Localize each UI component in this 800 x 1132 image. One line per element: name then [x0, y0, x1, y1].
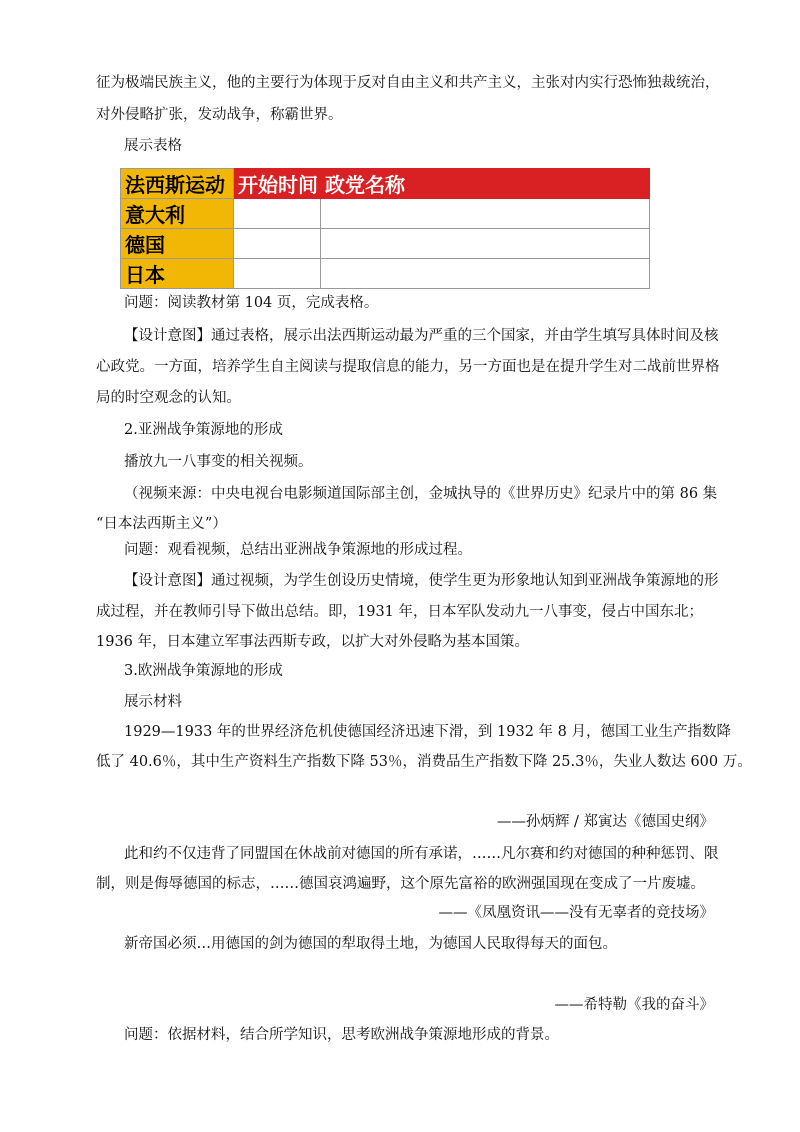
- party-name-cell[interactable]: [321, 259, 650, 289]
- material-line: 1929—1933 年的世界经济危机使德国经济迅速下滑，到 1932 年 8 月，德国工业生产指数降: [124, 724, 731, 740]
- design-intent-line: 【设计意图】通过视频，为学生创设历史情境，使学生更为形象地认知到亚洲战争策源地的形: [124, 573, 719, 589]
- question: 问题：阅读教材第 104 页，完成表格。: [124, 295, 379, 311]
- question: 问题：依据材料，结合所学知识，思考欧洲战争策源地形成的背景。: [124, 1027, 559, 1043]
- fascism-table: [120, 168, 650, 289]
- video-source-line: “日本法西斯主义”）: [96, 516, 227, 532]
- design-intent-line: 局的时空观念的认知。: [96, 390, 241, 406]
- table-header-cell: 开始时间: [234, 169, 321, 199]
- section-heading: 2.亚洲战争策源地的形成: [124, 422, 283, 438]
- section-label: 展示表格: [124, 138, 182, 154]
- design-intent-line: 【设计意图】通过表格，展示出法西斯运动最为严重的三个国家，并由学生填写具体时间及核: [124, 328, 719, 344]
- citation: ——《凤凰资讯——没有无辜者的竞技场》: [438, 905, 714, 921]
- table-row: [121, 229, 650, 259]
- table-row: [121, 259, 650, 289]
- start-time-cell[interactable]: [234, 199, 321, 229]
- material-line: 低了 40.6％，其中生产资料生产指数下降 53％，消费品生产指数下降 25.3％，失业人数达 600 万。: [96, 754, 752, 770]
- party-name-cell[interactable]: [321, 229, 650, 259]
- section-heading: 3.欧洲战争策源地的形成: [124, 663, 283, 679]
- paragraph-line: 征为极端民族主义，他的主要行为体现于反对自由主义和共产主义，主张对内实行恐怖独裁统治，: [96, 75, 720, 91]
- video-source-line: （视频来源：中央电视台电影频道国际部主创，金城执导的《世界历史》纪录片中的第 86 集: [124, 486, 718, 502]
- section-label: 展示材料: [124, 694, 182, 710]
- material-line: 制，则是侮辱德国的标志，……德国哀鸿遍野，这个原先富裕的欧洲强国现在变成了一片废墟。: [96, 876, 705, 892]
- start-time-cell[interactable]: [234, 229, 321, 259]
- party-name-cell[interactable]: [321, 199, 650, 229]
- table-row: [121, 199, 650, 229]
- country-cell: 日本: [121, 259, 234, 289]
- material-line: 新帝国必须…用德国的剑为德国的犁取得土地，为德国人民取得每天的面包。: [124, 936, 617, 952]
- design-intent-line: 成过程，并在教师引导下做出总结。即，1931 年，日本军队发动九一八事变，侵占中国东北；: [96, 604, 704, 620]
- table-header-cell: 法西斯运动: [121, 169, 234, 199]
- question: 问题：观看视频，总结出亚洲战争策源地的形成过程。: [124, 542, 472, 558]
- table-header-row: [121, 169, 650, 199]
- citation: ——希特勒《我的奋斗》: [554, 997, 714, 1013]
- design-intent-line: 1936 年，日本建立军事法西斯专政，以扩大对外侵略为基本国策。: [96, 634, 530, 650]
- start-time-cell[interactable]: [234, 259, 321, 289]
- country-cell: 德国: [121, 229, 234, 259]
- citation: ——孙炳辉 / 郑寅达《德国史纲》: [496, 814, 714, 830]
- table-header-cell: 政党名称: [321, 169, 650, 199]
- design-intent-line: 心政党。一方面，培养学生自主阅读与提取信息的能力，另一方面也是在提升学生对二战前世界格: [96, 359, 720, 375]
- country-cell: 意大利: [121, 199, 234, 229]
- paragraph-line: 播放九一八事变的相关视频。: [124, 454, 313, 470]
- paragraph-line: 对外侵略扩张，发动战争，称霸世界。: [96, 107, 343, 123]
- material-line: 此和约不仅违背了同盟国在休战前对德国的所有承诺，……凡尔赛和约对德国的种种惩罚、限: [124, 846, 719, 862]
